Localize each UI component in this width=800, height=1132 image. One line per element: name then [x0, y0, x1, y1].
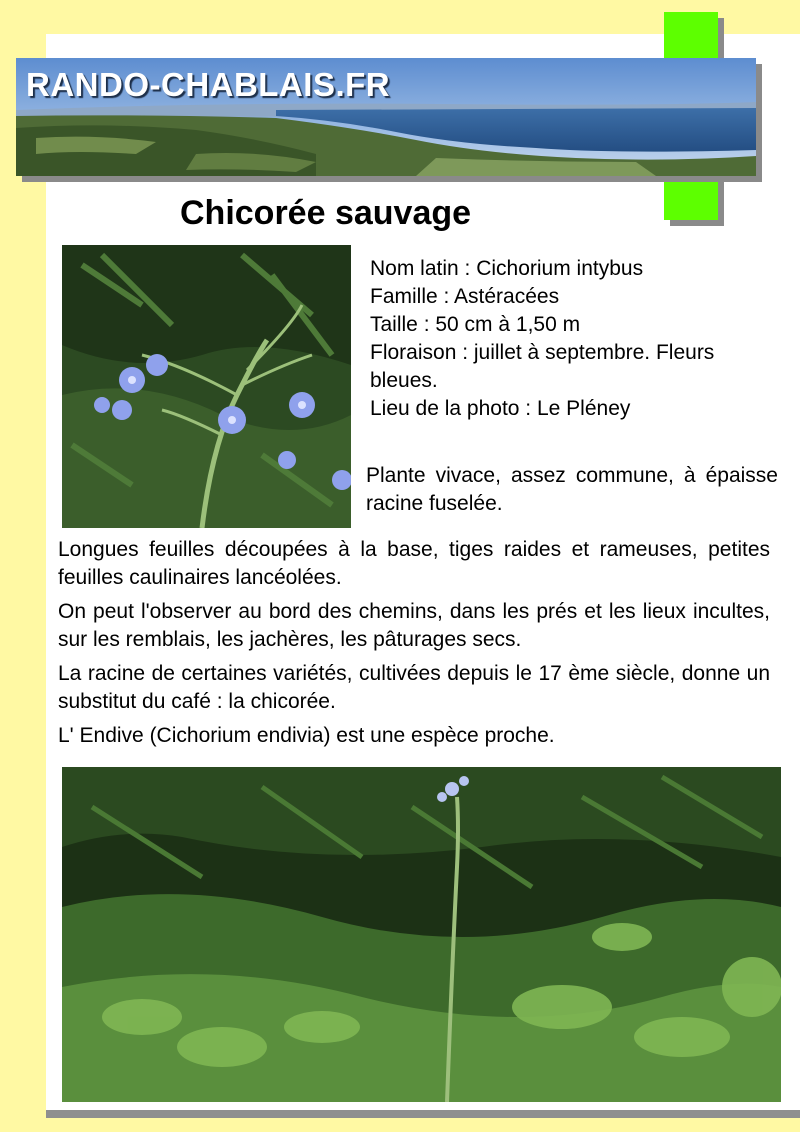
paragraph-related-species: L' Endive (Cichorium endivia) est une espèce proche. — [58, 724, 555, 747]
description-text — [58, 536, 770, 756]
paragraph-leaves: Longues feuilles découpées à la base, tiges raides et rameuses, petites feuilles caulinaires lancéolées. — [58, 538, 770, 589]
paragraph-uses: La racine de certaines variétés, cultivées depuis le 17 ème siècle, donne un substitut du café : la chicorée. — [58, 662, 770, 713]
paragraph-habitat: On peut l'observer au bord des chemins, dans les prés et les lieux incultes, sur les remblais, les jachères, les pâturages secs. — [58, 600, 770, 651]
site-title[interactable]: RANDO-CHABLAIS.FR — [26, 66, 391, 103]
fact-family: Famille : Astéracées — [370, 285, 560, 308]
chicory-flower-photo — [62, 245, 351, 528]
chicory-habitat-photo — [62, 767, 781, 1102]
intro-paragraph: Plante vivace, assez commune, à épaisse racine fuselée. — [366, 464, 778, 515]
page-title: Chicorée sauvage — [180, 194, 472, 232]
plant-facts-list — [370, 255, 780, 423]
fact-size: Taille : 50 cm à 1,50 m — [370, 313, 581, 336]
fact-flowering: Floraison : juillet à septembre. Fleurs bleues. — [370, 341, 715, 392]
fact-latin-name: Nom latin : Cichorium intybus — [370, 257, 644, 280]
fact-photo-location: Lieu de la photo : Le Pléney — [370, 397, 631, 420]
site-banner — [16, 58, 756, 176]
